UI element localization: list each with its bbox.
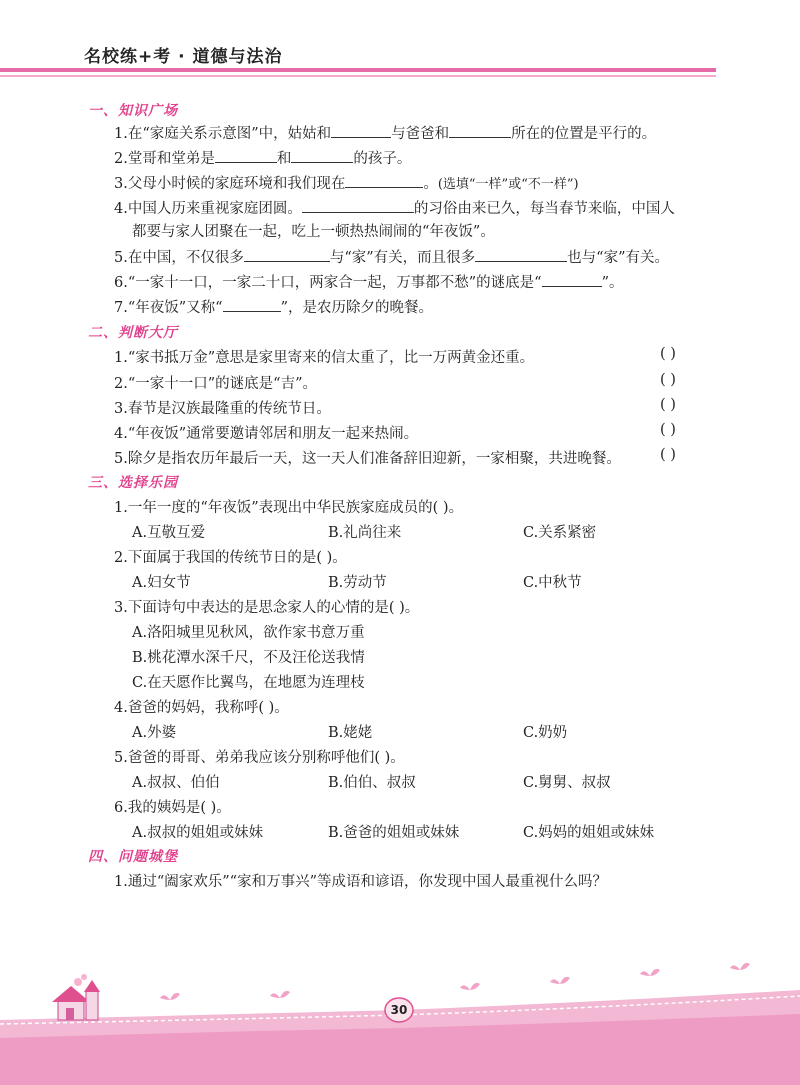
choice-option-c[interactable]: C.奶奶 bbox=[523, 725, 568, 741]
choice-option-a[interactable]: A.叔叔的姐姐或妹妹 bbox=[132, 825, 264, 841]
choice-option-b[interactable]: B.劳动节 bbox=[328, 575, 387, 591]
question-1-2 bbox=[114, 147, 411, 168]
choice-option-c[interactable]: C.舅舅、叔叔 bbox=[523, 775, 611, 791]
house-icon bbox=[52, 974, 100, 1020]
question-1-6 bbox=[114, 271, 624, 292]
question-text: 的孩子。 bbox=[353, 151, 412, 167]
answer-blank[interactable] bbox=[223, 297, 281, 312]
question-text: 6.“一家十一口，一家二十口，两家合一起，万事都不愁”的谜底是“ bbox=[114, 275, 542, 291]
question-text: 2.堂哥和堂弟是 bbox=[114, 151, 215, 167]
choice-option-b[interactable]: B.伯伯、叔叔 bbox=[328, 775, 416, 791]
choice-stem: 6.我的姨妈是( )。 bbox=[114, 800, 231, 816]
judge-item: 4.“年夜饭”通常要邀请邻居和朋友一起来热闹。 bbox=[114, 426, 419, 442]
question-text: 和 bbox=[276, 151, 292, 167]
choice-option-b[interactable]: B.桃花潭水深千尺，不及汪伦送我情 bbox=[132, 650, 365, 666]
choice-stem: 1.一年一度的“年夜饭”表现出中华民族家庭成员的( )。 bbox=[114, 500, 464, 516]
choice-option-b[interactable]: B.姥姥 bbox=[328, 725, 373, 741]
choice-stem: 5.爸爸的哥哥、弟弟我应该分别称呼他们( )。 bbox=[114, 750, 405, 766]
question-text: ”，是农历除夕的晚餐。 bbox=[280, 300, 433, 316]
answer-paren[interactable]: ( ) bbox=[660, 397, 676, 413]
page-header-title: 名校练+考 · 道德与法治 bbox=[84, 47, 283, 67]
answer-blank[interactable] bbox=[345, 173, 423, 188]
question-1-3 bbox=[114, 172, 579, 193]
answer-paren[interactable]: ( ) bbox=[660, 372, 676, 388]
choice-option-c[interactable]: C.在天愿作比翼鸟，在地愿为连理枝 bbox=[132, 675, 365, 691]
question-1-5 bbox=[114, 246, 669, 267]
choice-option-a[interactable]: A.叔叔、伯伯 bbox=[132, 775, 220, 791]
section-title-judgement: 二、判断大厅 bbox=[88, 325, 178, 341]
choice-option-c[interactable]: C.关系紧密 bbox=[523, 525, 597, 541]
judge-item: 2.“一家十一口”的谜底是“吉”。 bbox=[114, 376, 317, 392]
question-text: 与“家”有关，而且很多 bbox=[329, 250, 476, 266]
section-title-choice: 三、选择乐园 bbox=[88, 475, 178, 491]
answer-blank[interactable] bbox=[244, 247, 330, 262]
section-title-knowledge: 一、知识广场 bbox=[88, 103, 178, 119]
question-text: 与爸爸和 bbox=[391, 126, 450, 142]
choice-stem: 2.下面属于我国的传统节日的是( )。 bbox=[114, 550, 347, 566]
question-text: 的习俗由来已久，每当春节来临，中国人 bbox=[413, 201, 675, 217]
sprout-decorations bbox=[160, 963, 750, 1000]
question-text: 。 bbox=[423, 176, 438, 192]
question-1-1 bbox=[114, 122, 656, 143]
answer-blank[interactable] bbox=[291, 148, 353, 163]
choice-stem: 4.爸爸的妈妈，我称呼( )。 bbox=[114, 700, 289, 716]
choice-option-a[interactable]: A.互敬互爱 bbox=[132, 525, 206, 541]
choice-stem: 3.下面诗句中表达的是思念家人的心情的是( )。 bbox=[114, 600, 420, 616]
choice-option-c[interactable]: C.中秋节 bbox=[523, 575, 582, 591]
question-text: 7.“年夜饭”又称“ bbox=[114, 300, 223, 316]
answer-blank[interactable] bbox=[215, 148, 277, 163]
question-text: 也与“家”有关。 bbox=[567, 250, 669, 266]
question-text: 4.中国人历来重视家庭团圆。 bbox=[114, 201, 302, 217]
question-text: ”。 bbox=[601, 275, 624, 291]
choice-option-b[interactable]: B.爸爸的姐姐或妹妹 bbox=[328, 825, 460, 841]
header-rule bbox=[0, 68, 716, 72]
judge-item: 1.“家书抵万金”意思是家里寄来的信太重了，比一万两黄金还重。 bbox=[114, 350, 535, 366]
open-question: 1.通过“阖家欢乐”“家和万事兴”等成语和谚语，你发现中国人最重视什么吗？ bbox=[114, 874, 607, 890]
page-number: 30 bbox=[390, 1003, 408, 1017]
answer-paren[interactable]: ( ) bbox=[660, 447, 676, 463]
question-1-7 bbox=[114, 296, 433, 317]
question-hint: (选填“一样”或“不一样”) bbox=[437, 177, 579, 192]
section-title-questions: 四、问题城堡 bbox=[88, 849, 178, 865]
choice-option-c[interactable]: C.妈妈的姐姐或妹妹 bbox=[523, 825, 655, 841]
judge-item: 3.春节是汉族最隆重的传统节日。 bbox=[114, 401, 331, 417]
choice-option-a[interactable]: A.妇女节 bbox=[132, 575, 191, 591]
answer-paren[interactable]: ( ) bbox=[660, 346, 676, 362]
question-text: 所在的位置是平行的。 bbox=[511, 126, 657, 142]
question-text: 都要与家人团聚在一起，吃上一顿热热闹闹的“年夜饭”。 bbox=[132, 224, 495, 240]
choice-option-a[interactable]: A.外婆 bbox=[132, 725, 177, 741]
judge-item: 5.除夕是指农历年最后一天，这一天人们准备辞旧迎新，一家相聚，共进晚餐。 bbox=[114, 451, 621, 467]
answer-blank[interactable] bbox=[331, 123, 391, 138]
footer-decoration bbox=[0, 960, 800, 1085]
header-rule-thin bbox=[0, 75, 716, 77]
question-text: 5.在中国，不仅很多 bbox=[114, 250, 244, 266]
answer-blank[interactable] bbox=[302, 198, 414, 213]
answer-blank[interactable] bbox=[475, 247, 567, 262]
question-text: 1.在“家庭关系示意图”中，姑姑和 bbox=[114, 126, 332, 142]
question-1-4 bbox=[114, 197, 675, 218]
answer-blank[interactable] bbox=[542, 272, 602, 287]
choice-option-b[interactable]: B.礼尚往来 bbox=[328, 525, 402, 541]
answer-paren[interactable]: ( ) bbox=[660, 422, 676, 438]
question-text: 3.父母小时候的家庭环境和我们现在 bbox=[114, 176, 346, 192]
answer-blank[interactable] bbox=[449, 123, 511, 138]
question-1-4-cont bbox=[132, 220, 495, 241]
choice-option-a[interactable]: A.洛阳城里见秋风，欲作家书意万重 bbox=[132, 625, 365, 641]
